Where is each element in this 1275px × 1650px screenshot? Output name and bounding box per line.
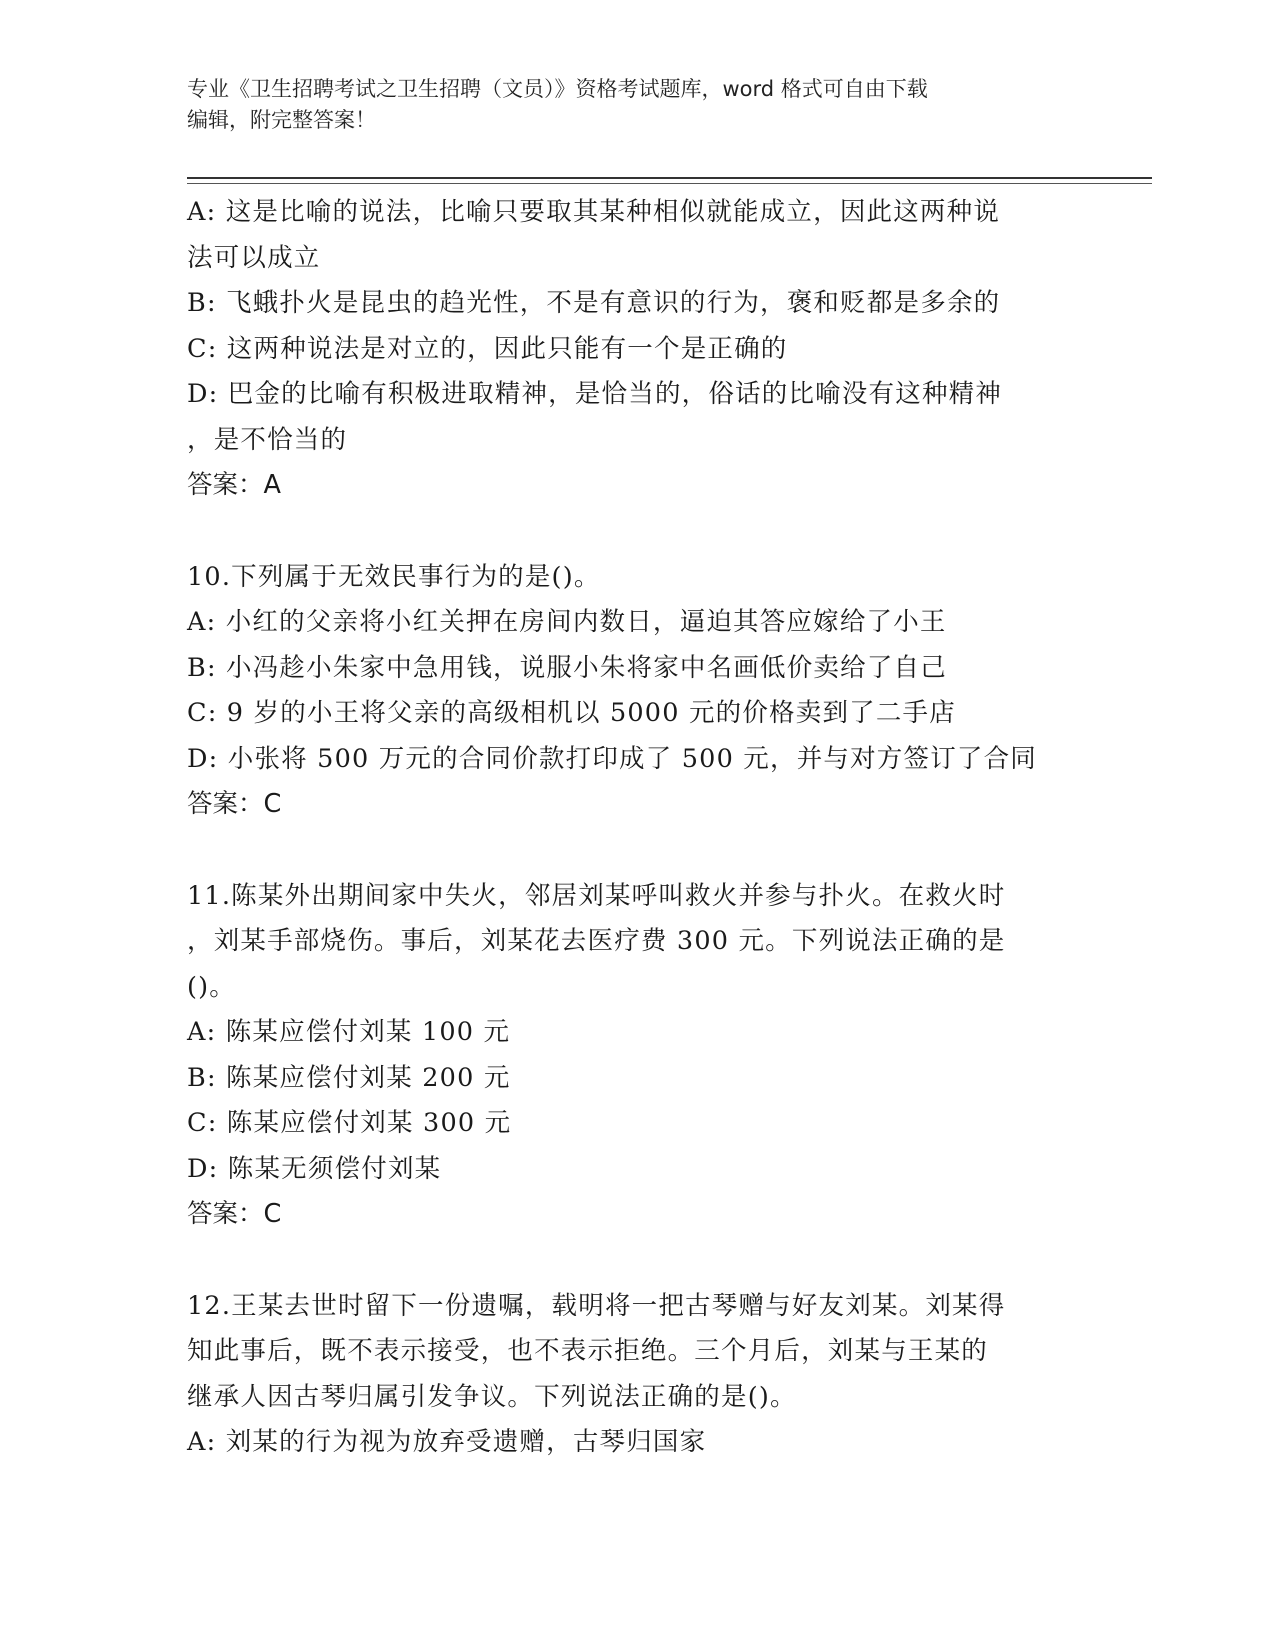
option-a: A: 刘某的行为视为放弃受遗赠，古琴归国家 xyxy=(187,1427,707,1457)
option-a: A: 陈某应偿付刘某 100 元 xyxy=(187,1017,511,1047)
question-11 xyxy=(187,874,1087,1238)
question-stem: 10.下列属于无效民事行为的是()。 xyxy=(187,561,601,592)
option-d-line-1: D: 巴金的比喻有积极进取精神，是恰当的，俗话的比喻没有这种精神 xyxy=(187,379,1003,409)
option-b: B: 陈某应偿付刘某 200 元 xyxy=(187,1062,511,1093)
option-d: D: 小张将 500 万元的合同价款打印成了 500 元，并与对方签订了合同 xyxy=(187,743,1038,774)
option-a: A: 小红的父亲将小红关押在房间内数日，逼迫其答应嫁给了小王 xyxy=(187,607,947,637)
question-12 xyxy=(187,1284,1087,1466)
option-a-line-2: 法可以成立 xyxy=(187,242,321,273)
question-stem-line-2: ，刘某手部烧伤。事后，刘某花去医疗费 300 元。下列说法正确的是 xyxy=(187,926,1006,956)
question-stem-line-3: ()。 xyxy=(187,971,236,1002)
option-d: D: 陈某无须偿付刘某 xyxy=(187,1153,442,1184)
option-c: C: 陈某应偿付刘某 300 元 xyxy=(187,1108,512,1138)
question-stem-line-3: 继承人因古琴归属引发争议。下列说法正确的是()。 xyxy=(187,1381,797,1412)
option-c: C: 9 岁的小王将父亲的高级相机以 5000 元的价格卖到了二手店 xyxy=(187,698,956,728)
header-rule-thin xyxy=(187,183,1152,184)
spacer xyxy=(187,1238,1087,1284)
questions-body xyxy=(187,190,1087,1466)
question-10 xyxy=(187,555,1087,828)
option-b: B: 飞蛾扑火是昆虫的趋光性，不是有意识的行为，褒和贬都是多余的 xyxy=(187,288,1001,318)
option-c: C: 这两种说法是对立的，因此只能有一个是正确的 xyxy=(187,333,788,364)
question-9 xyxy=(187,190,1087,509)
spacer xyxy=(187,828,1087,874)
spacer xyxy=(187,509,1087,555)
option-a-line-1: A: 这是比喻的说法，比喻只要取其某种相似就能成立，因此这两种说 xyxy=(187,197,1001,227)
question-stem-line-2: 知此事后，既不表示接受，也不表示拒绝。三个月后，刘某与王某的 xyxy=(187,1336,989,1366)
option-d-line-2: ，是不恰当的 xyxy=(187,424,348,455)
header-line-2: 编辑，附完整答案！ xyxy=(187,108,376,132)
answer-11: 答案：C xyxy=(187,1199,282,1229)
page-header xyxy=(187,74,1087,136)
header-line-1: 专业《卫生招聘考试之卫生招聘（文员）》资格考试题库，word 格式可自由下载 xyxy=(187,77,928,101)
answer-10: 答案：C xyxy=(187,789,282,819)
option-b: B: 小冯趁小朱家中急用钱，说服小朱将家中名画低价卖给了自己 xyxy=(187,652,947,683)
question-stem-line-1: 12.王某去世时留下一份遗嘱，载明将一把古琴赠与好友刘某。刘某得 xyxy=(187,1290,1006,1321)
header-rule-thick xyxy=(187,177,1152,179)
answer-9: 答案：A xyxy=(187,470,281,500)
question-stem-line-1: 11.陈某外出期间家中失火，邻居刘某呼叫救火并参与扑火。在救火时 xyxy=(187,880,1006,911)
